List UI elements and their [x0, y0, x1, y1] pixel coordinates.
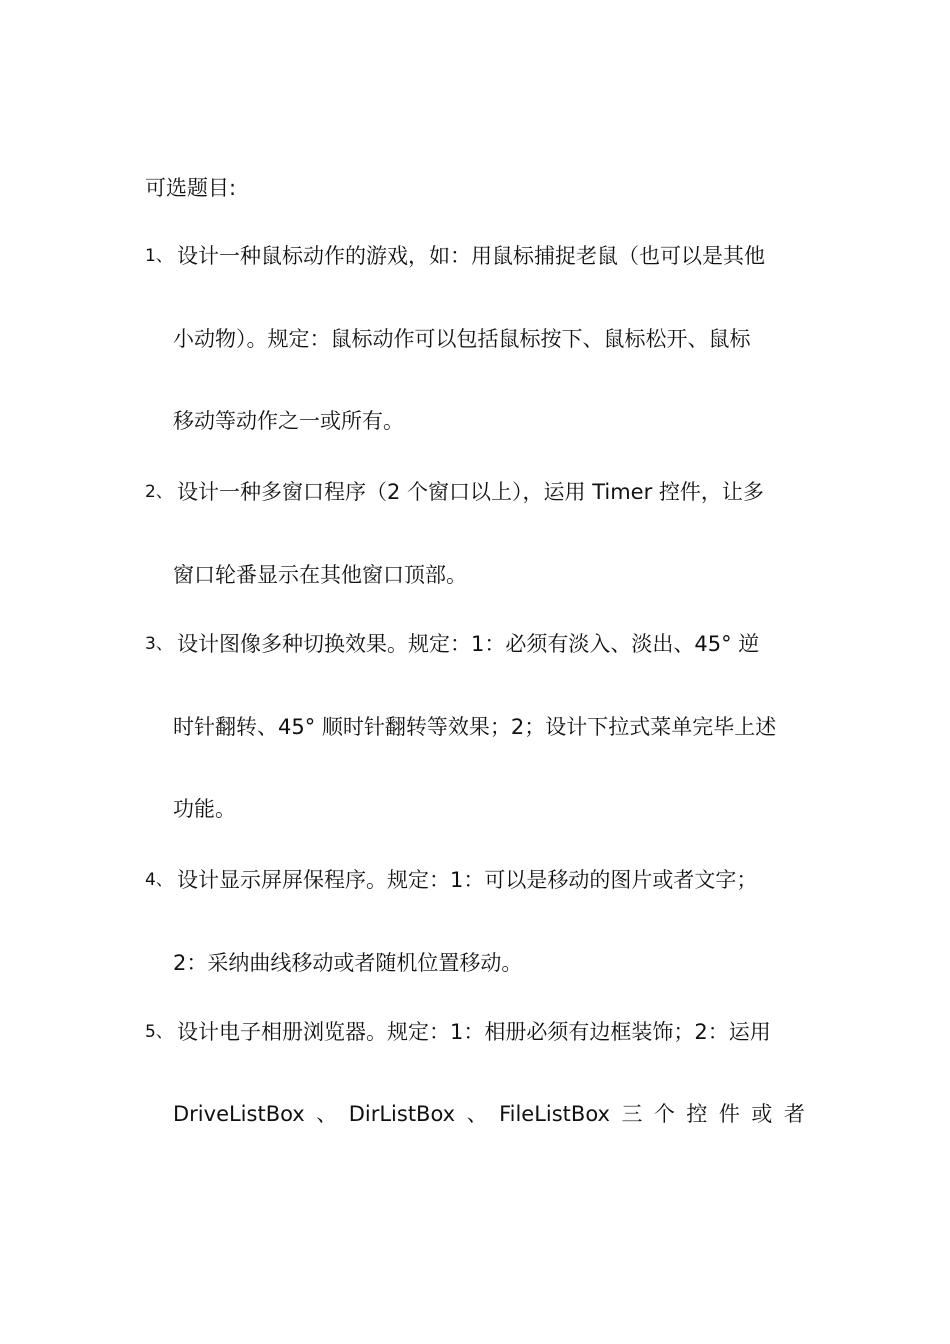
- item-4-line-1: 设计显示屏屏保程序。规定：1：可以是移动的图片或者文字；: [177, 868, 758, 892]
- page-heading: 可选题目:: [145, 176, 237, 200]
- justified-word: DirListBox: [348, 1102, 456, 1126]
- item-1-number: 1、: [145, 246, 173, 266]
- justified-word: 控: [686, 1102, 708, 1126]
- justified-word: 三: [621, 1102, 643, 1126]
- justified-word: 个: [653, 1102, 675, 1126]
- item-2-number: 2、: [145, 482, 173, 502]
- item-2-line-1: 设计一种多窗口程序（2 个窗口以上），运用 Timer 控件，让多: [177, 480, 764, 504]
- item-4-number: 4、: [145, 870, 173, 890]
- item-3-line-1: 设计图像多种切换效果。规定：1：必须有淡入、淡出、45° 逆: [177, 632, 760, 656]
- item-1-line-1: 设计一种鼠标动作的游戏，如：用鼠标捕捉老鼠（也可以是其他: [177, 244, 765, 268]
- item-4-line-2: 2：采纳曲线移动或者随机位置移动。: [173, 951, 523, 975]
- item-3-number: 3、: [145, 634, 173, 654]
- justified-word: 者: [783, 1102, 805, 1126]
- item-3-line-3: 功能。: [173, 797, 236, 821]
- justified-word: 、: [466, 1102, 488, 1126]
- item-2-line-2: 窗口轮番显示在其他窗口顶部。: [173, 563, 467, 587]
- item-5-number: 5、: [145, 1022, 173, 1042]
- justified-word: 或: [751, 1102, 773, 1126]
- item-5-line-1: 设计电子相册浏览器。规定：1：相册必须有边框装饰；2：运用: [177, 1020, 771, 1044]
- justified-word: 、: [316, 1102, 338, 1126]
- item-1-line-3: 移动等动作之一或所有。: [173, 409, 404, 433]
- justified-word: DriveListBox: [173, 1102, 305, 1126]
- item-3-line-2: 时针翻转、45° 顺时针翻转等效果；2；设计下拉式菜单完毕上述: [173, 715, 777, 739]
- justified-word: FileListBox: [499, 1102, 610, 1126]
- item-5-line-2: [173, 1100, 805, 1128]
- item-1-line-2: 小动物）。规定：鼠标动作可以包括鼠标按下、鼠标松开、鼠标: [173, 327, 751, 351]
- justified-word: 件: [718, 1102, 740, 1126]
